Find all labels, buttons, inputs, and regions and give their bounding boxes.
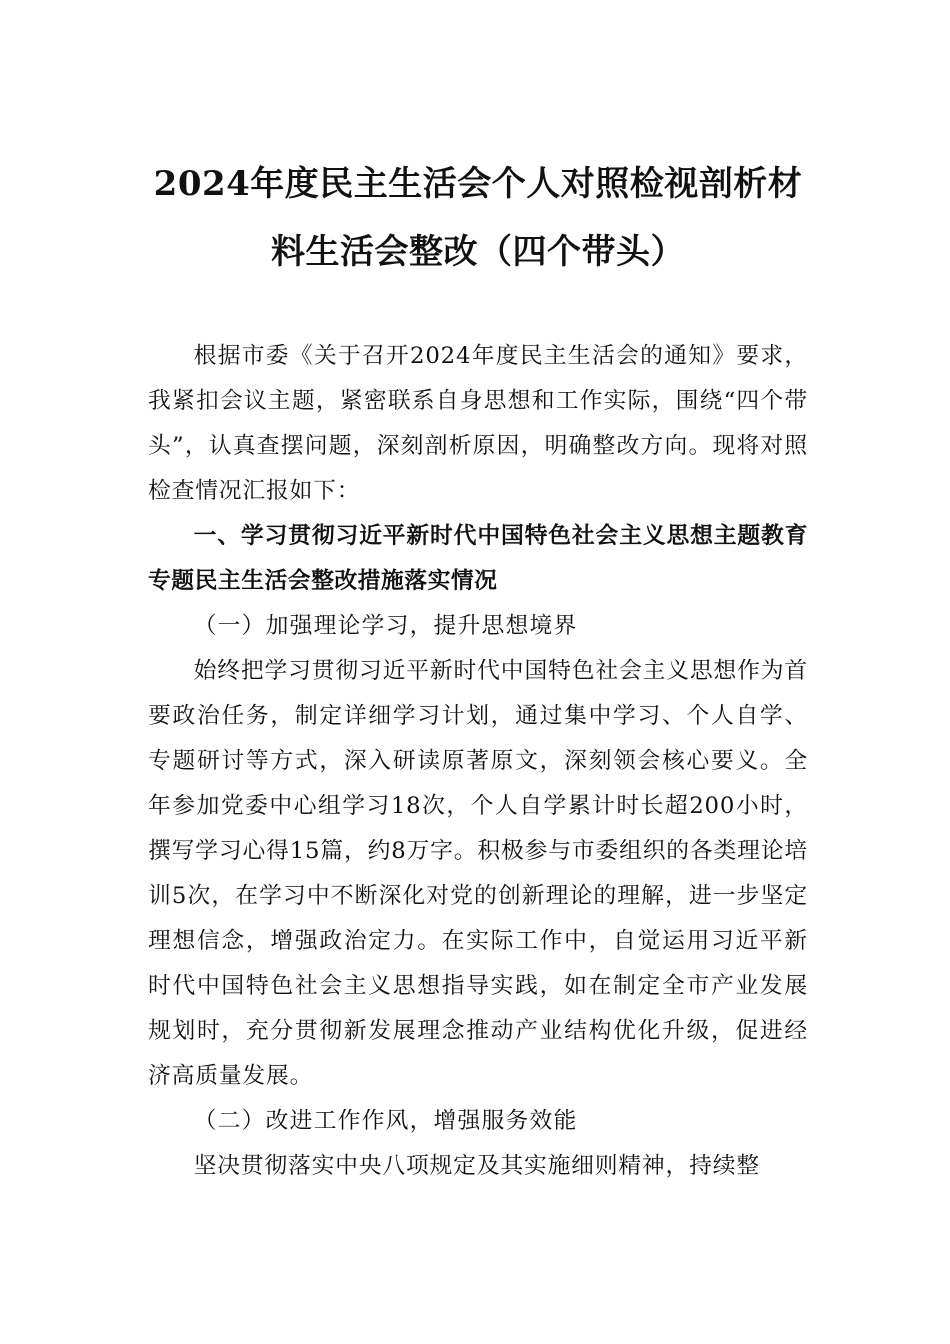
subsection-heading-2: （二）改进工作作风，增强服务效能 [193,1108,578,1134]
theory-study-paragraph: 始终把学习贯彻习近平新时代中国特色社会主义思想作为首要政治任务，制定详细学习计划，通过集中学习、个人自学、专题研讨等方式，深入研读原著原文，深刻领会核心要义。全年参加党委中心组学习18次，个人自学累计时长超200小时，撰写学习心得15篇，约8万字。积极参与市委组织的各类理论培训5次，在学习中不断深化对党的创新理论的理解，进一步坚定理想信念，增强政治定力。在实际工作中，自觉运用习近平新时代中国特色社会主义思想指导实践，如在制定全市产业发展规划时，充分贯彻新发展理念推动产业结构优化升级，促进经济高质量发展。 [148,658,808,1089]
document-title: 2024年度民主生活会个人对照检视剖析材料生活会整改（四个带头） [153,164,803,272]
subsection-heading-1: （一）加强理论学习，提升思想境界 [193,613,578,639]
section-heading-1: 一、学习贯彻习近平新时代中国特色社会主义思想主题教育专题民主生活会整改措施落实情况 [148,523,808,594]
intro-paragraph: 根据市委《关于召开2024年度民主生活会的通知》要求，我紧扣会议主题，紧密联系自身思想和工作实际，围绕“四个带头”，认真查摆问题，深刻剖析原因，明确整改方向。现将对照检查情况汇报如下： [148,343,808,504]
work-style-paragraph: 坚决贯彻落实中央八项规定及其实施细则精神，持续整 [193,1153,760,1179]
document-page [148,150,808,1189]
document-body [148,334,808,1189]
